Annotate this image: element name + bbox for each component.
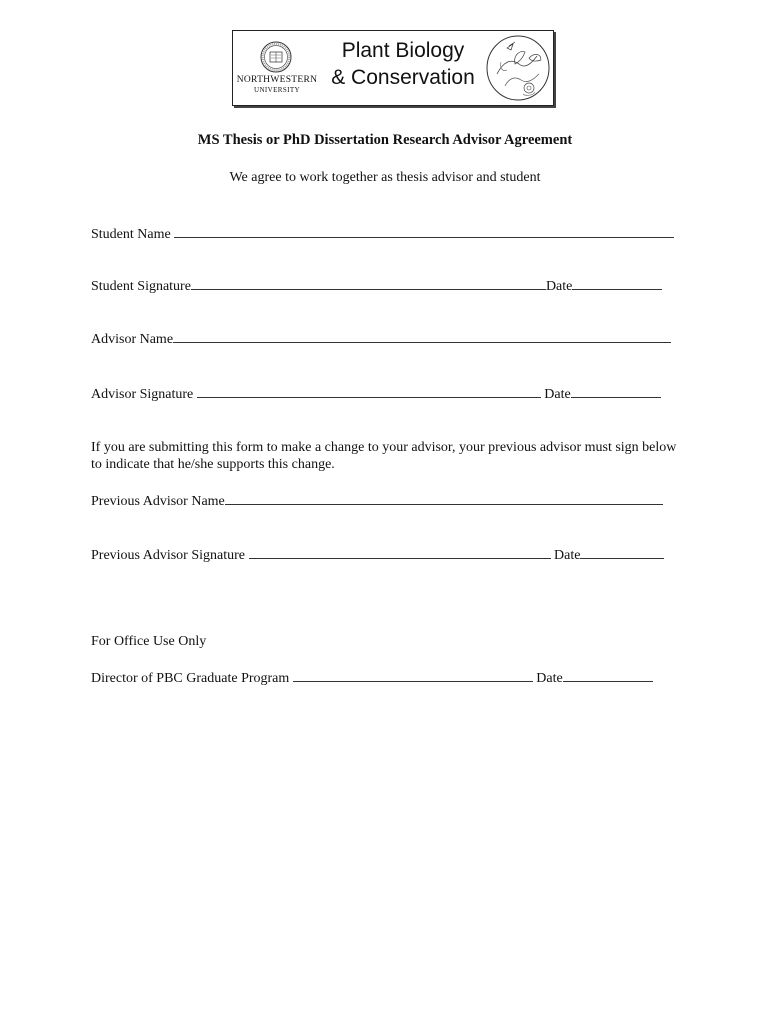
university-name: NORTHWESTERN bbox=[236, 75, 318, 85]
advisor-signature-label: Advisor Signature bbox=[91, 387, 197, 402]
student-date-field[interactable] bbox=[572, 277, 662, 290]
advisor-name-label: Advisor Name bbox=[91, 332, 174, 347]
director-date-label: Date bbox=[532, 671, 563, 686]
previous-advisor-date-label: Date bbox=[550, 548, 581, 563]
director-label: Director of PBC Graduate Program bbox=[91, 671, 293, 686]
director-row bbox=[91, 669, 653, 687]
advisor-signature-field[interactable] bbox=[197, 385, 541, 398]
student-name-field[interactable] bbox=[174, 225, 674, 238]
director-date-field[interactable] bbox=[563, 669, 653, 682]
university-seal-icon bbox=[260, 41, 292, 73]
advisor-signature-row bbox=[91, 385, 661, 403]
previous-advisor-signature-label: Previous Advisor Signature bbox=[91, 548, 249, 563]
form-title: MS Thesis or PhD Dissertation Research Advisor Agreement bbox=[197, 132, 573, 148]
department-title-line2: & Conservation bbox=[331, 66, 475, 89]
department-title bbox=[323, 37, 483, 91]
advisor-name-row bbox=[91, 330, 671, 348]
previous-advisor-name-field[interactable] bbox=[225, 492, 663, 505]
student-name-row bbox=[91, 225, 674, 243]
previous-advisor-signature-field[interactable] bbox=[249, 546, 551, 559]
student-signature-row bbox=[91, 277, 662, 295]
advisor-date-label: Date bbox=[540, 387, 571, 402]
department-title-line1: Plant Biology bbox=[341, 39, 465, 62]
university-subtitle: UNIVERSITY bbox=[254, 86, 300, 94]
student-signature-field[interactable] bbox=[191, 277, 546, 290]
previous-advisor-name-label: Previous Advisor Name bbox=[91, 494, 225, 509]
student-date-label: Date bbox=[545, 279, 573, 294]
plant-illustration-icon bbox=[485, 34, 551, 102]
header-logo-box bbox=[232, 30, 554, 106]
advisor-change-notice: If you are submitting this form to make a change to your advisor, your previous advisor must sign below to indicate that he/she supports this change. bbox=[91, 440, 677, 472]
previous-advisor-date-field[interactable] bbox=[580, 546, 664, 559]
previous-advisor-signature-row bbox=[91, 546, 664, 564]
director-signature-field[interactable] bbox=[293, 669, 533, 682]
form-intro: We agree to work together as thesis advisor and student bbox=[229, 170, 541, 185]
previous-advisor-name-row bbox=[91, 492, 663, 510]
office-use-heading: For Office Use Only bbox=[91, 634, 207, 649]
advisor-date-field[interactable] bbox=[571, 385, 661, 398]
university-wordmark bbox=[235, 75, 319, 95]
student-signature-label: Student Signature bbox=[91, 279, 191, 294]
student-name-label: Student Name bbox=[91, 227, 175, 242]
advisor-name-field[interactable] bbox=[173, 330, 671, 343]
